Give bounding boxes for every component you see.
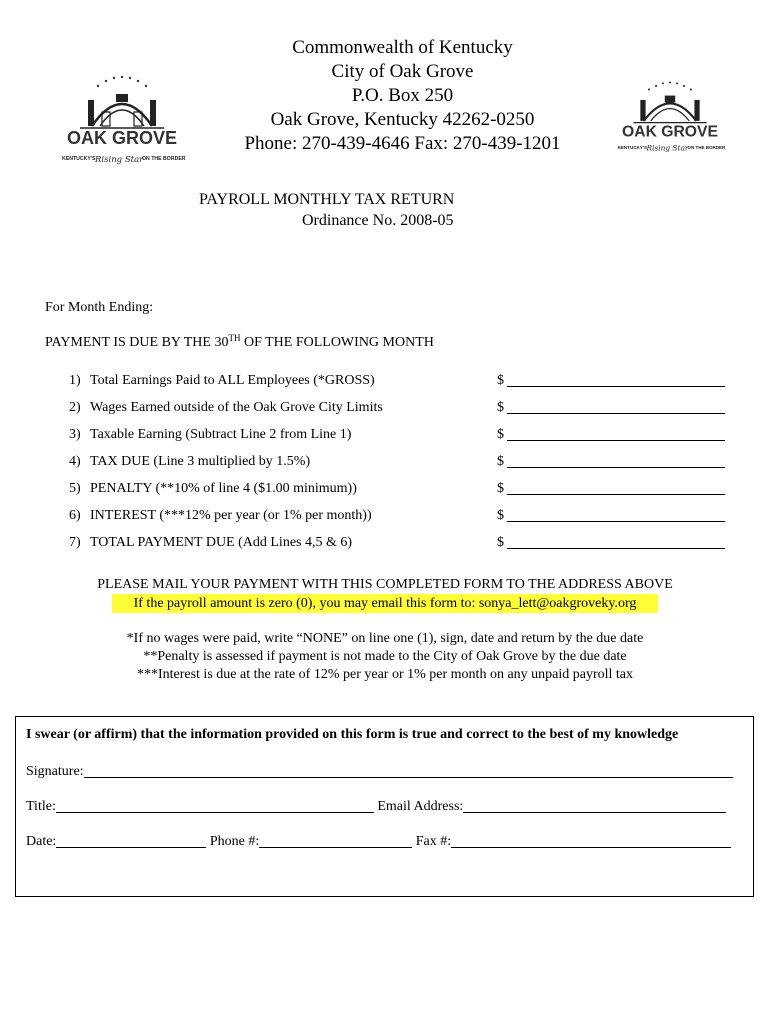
currency-symbol: $ — [497, 373, 504, 388]
fax-field[interactable] — [451, 834, 731, 850]
amount-blank-line — [507, 386, 725, 387]
amount-blank-line — [507, 494, 725, 495]
amount-blank-line — [507, 467, 725, 468]
line-number: 7) — [69, 535, 81, 550]
currency-symbol: $ — [497, 400, 504, 415]
line-number: 5) — [69, 481, 81, 496]
currency-symbol: $ — [497, 427, 504, 442]
affirmation-statement: I swear (or affirm) that the information provided on this form is true and correct to the best of my knowledge — [26, 727, 679, 742]
line-number: 4) — [69, 454, 81, 469]
tax-line-row — [69, 533, 729, 560]
footnote-no-wages: *If no wages were paid, write “NONE” on line one (1), sign, date and return by the due date — [126, 631, 644, 646]
header-line-phone-fax: Phone: 270-439-4646 Fax: 270-439-1201 — [244, 133, 561, 154]
email-field[interactable] — [463, 799, 726, 815]
header-line-commonwealth: Commonwealth of Kentucky — [292, 37, 513, 58]
oak-grove-logo-icon — [58, 72, 186, 167]
title-blank-line — [56, 812, 374, 813]
currency-symbol: $ — [497, 481, 504, 496]
line-label: PENALTY (**10% of line 4 ($1.00 minimum)) — [90, 481, 357, 496]
oak-grove-logo-icon — [614, 79, 726, 154]
footnote-interest: ***Interest is due at the rate of 12% per year or 1% per month on any unpaid payroll tax — [136, 667, 634, 682]
line-label: TAX DUE (Line 3 multiplied by 1.5%) — [90, 454, 311, 469]
footnotes — [0, 630, 770, 684]
fax-blank-line — [451, 847, 731, 848]
footnote-penalty: **Penalty is assessed if payment is not made to the City of Oak Grove by the due date — [143, 649, 627, 664]
currency-symbol: $ — [497, 508, 504, 523]
line-number: 3) — [69, 427, 81, 442]
line-label: Total Earnings Paid to ALL Employees (*GROSS) — [90, 373, 375, 388]
header-address — [200, 36, 605, 156]
email-blank-line — [463, 812, 726, 813]
logo-tagline-script: Rising Star — [646, 143, 689, 153]
logo-tagline-pre: KENTUCKY'S — [617, 144, 647, 150]
signature-field[interactable] — [84, 764, 733, 780]
header-line-city: City of Oak Grove — [331, 61, 474, 82]
logo-tagline-post: ON THE BORDER — [687, 144, 726, 150]
phone-blank-line — [259, 847, 412, 848]
signature-blank-line — [84, 777, 733, 778]
phone-label: Phone #: — [209, 834, 260, 849]
line-number: 2) — [69, 400, 81, 415]
signature-row — [26, 764, 733, 780]
tax-line-row — [69, 479, 729, 506]
logo-tagline-pre: KENTUCKY'S — [62, 156, 96, 162]
payment-due-notice — [45, 335, 434, 351]
logo-name-text: OAK GROVE — [66, 128, 178, 148]
amount-blank-line — [507, 521, 725, 522]
payment-due-sup: TH — [228, 333, 241, 343]
tax-line-row — [69, 398, 729, 425]
email-instruction-highlight: If the payroll amount is zero (0), you may email this form to: sonya_lett@oakgroveky.org — [112, 594, 658, 613]
amount-blank-line — [507, 413, 725, 414]
tax-line-row — [69, 452, 729, 479]
affirmation-box — [15, 716, 754, 897]
date-phone-fax-row — [26, 834, 731, 850]
payment-due-post: OF THE FOLLOWING MONTH — [240, 335, 434, 350]
line-label: Taxable Earning (Subtract Line 2 from Line 1) — [90, 427, 352, 442]
oak-grove-logo-left — [58, 72, 186, 167]
payment-due-pre: PAYMENT IS DUE BY THE 30 — [45, 335, 229, 350]
logo-tagline-post: ON THE BORDER — [142, 156, 186, 162]
currency-symbol: $ — [497, 535, 504, 550]
line-number: 1) — [69, 373, 81, 388]
date-blank-line — [56, 847, 206, 848]
amount-blank-line — [507, 440, 725, 441]
tax-line-row — [69, 425, 729, 452]
fax-label: Fax #: — [415, 834, 452, 849]
amount-blank-line — [507, 548, 725, 549]
date-label: Date: — [26, 834, 57, 849]
logo-name-text: OAK GROVE — [622, 123, 718, 141]
oak-grove-logo-right — [614, 79, 726, 154]
tax-lines — [69, 371, 729, 560]
tax-line-row — [69, 371, 729, 398]
title-email-row — [26, 799, 726, 815]
header-line-address: Oak Grove, Kentucky 42262-0250 — [270, 109, 535, 130]
mail-instruction: PLEASE MAIL YOUR PAYMENT WITH THIS COMPLETED FORM TO THE ADDRESS ABOVE — [97, 577, 673, 592]
tax-line-row — [69, 506, 729, 533]
form-title — [199, 189, 454, 231]
signature-label: Signature: — [26, 764, 84, 779]
form-ordinance: Ordinance No. 2008-05 — [302, 212, 454, 229]
month-ending-label: For Month Ending: — [45, 300, 154, 315]
phone-field[interactable] — [259, 834, 412, 850]
title-label: Title: — [26, 799, 56, 814]
form-title-main: PAYROLL MONTHLY TAX RETURN — [199, 191, 455, 208]
line-number: 6) — [69, 508, 81, 523]
line-label: TOTAL PAYMENT DUE (Add Lines 4,5 & 6) — [90, 535, 353, 550]
logo-tagline-script: Rising Star — [95, 155, 144, 165]
email-label: Email Address: — [377, 799, 464, 814]
line-label: INTEREST (***12% per year (or 1% per month)) — [90, 508, 372, 523]
title-field[interactable] — [56, 799, 374, 815]
date-field[interactable] — [56, 834, 206, 850]
line-label: Wages Earned outside of the Oak Grove City Limits — [90, 400, 383, 415]
header-line-po-box: P.O. Box 250 — [351, 85, 454, 106]
currency-symbol: $ — [497, 454, 504, 469]
